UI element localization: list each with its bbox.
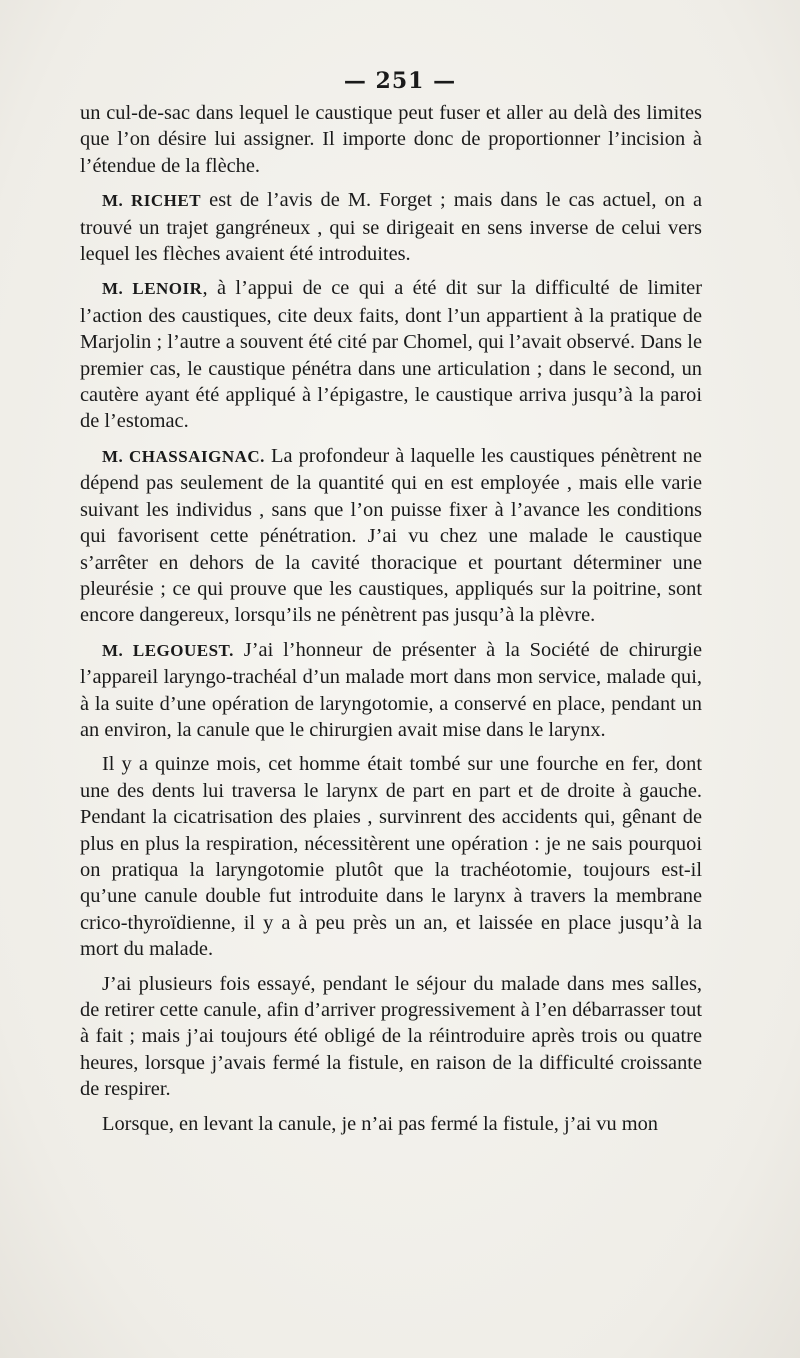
speaker-name: M. LENOIR — [102, 279, 203, 299]
paragraph-text: un cul-de-sac dans lequel le caustique peut fuser et aller au delà des limites que l’on désire lui assigner. Il importe donc de proportionner l’incision à l’étendue de la flèche. — [80, 102, 702, 177]
paragraph-text: Lorsque, en levant la canule, je n’ai pas fermé la fistule, j’ai vu mon — [102, 1112, 659, 1135]
paragraph-text: J’ai plusieurs fois essayé, pendant le séjour du malade dans mes salles, de retirer cette canule, afin d’arriver progressivement à l’en débarrasser tout à fait ; mais j’ai toujours été obligé de la réintroduire après trois ou quatre heures, lorsque j’avais fermé la fistule, en raison de la difficulté croissante de respirer. — [80, 972, 702, 1101]
page-number: — 251 — — [343, 68, 457, 94]
body-text — [80, 100, 702, 1145]
paragraph-text: J’ai l’honneur de présenter à la Société de chirurgie l’appareil laryngo-trachéal d’un malade mort dans mon service, malade qui, à la suite d’une opération de laryngotomie, a conservé en place, pendant un an environ, la canule que le chirurgien avait mise dans le larynx. — [80, 638, 702, 741]
paragraph — [80, 637, 702, 744]
speaker-name: M. RICHET — [102, 191, 202, 211]
paragraph — [80, 1111, 702, 1137]
paragraph — [80, 187, 702, 267]
paragraph-text: est de l’avis de M. Forget ; mais dans le cas actuel, on a trouvé un trajet gangréneux , qui se dirigeait en sens inverse de celui vers lequel les flèches avaient été introduites. — [80, 189, 702, 266]
paragraph — [80, 971, 702, 1103]
paragraph — [80, 443, 702, 629]
paragraph — [80, 100, 702, 179]
paragraph-text: , à l’appui de ce qui a été dit sur la difficulté de limiter l’action des caustiques, cite deux faits, dont l’un appartient à la pratique de Marjolin ; l’autre a souvent été cité par Chomel, qui l’avait observé. Dans le premier cas, le caustique pénétra dans une articulation ; dans le second, un cautère ayant été appliqué à l’épigastre, le caustique arriva jusqu’à la paroi de l’estomac. — [80, 277, 702, 433]
speaker-name: M. CHASSAIGNAC. — [102, 446, 265, 466]
speaker-name: M. LEGOUEST. — [102, 640, 234, 660]
paragraph-text: La profondeur à laquelle les caustiques pénètrent ne dépend pas seulement de la quantité qui en est employée , mais elle varie suivant les individus , sans que l’on puisse fixer à l’avance les conditions qui favorisent cette pénétration. J’ai vu chez une malade le caustique s’arrêter en dehors de la cavité thoracique et pourtant déterminer une pleurésie ; ce qui prouve que les caustiques, appliqués sur la poitrine, sont encore dangereux, lorsqu’ils ne pénètrent pas jusqu’à la plèvre. — [80, 444, 702, 627]
paragraph-text: Il y a quinze mois, cet homme était tombé sur une fourche en fer, dont une des dents lui traversa le larynx de part en part et de droite à gauche. Pendant la cicatrisation des plaies , survinrent des accidents qui, gênant de plus en plus la respiration, nécessitèrent une opération : je ne sais pourquoi on pratiqua la laryngotomie plutôt que la trachéotomie, toujours est-il qu’une canule double fut introduite dans le larynx à travers la membrane crico-thyroïdienne, il y a à peu près un an, et laissée en place jusqu’à la mort du malade. — [80, 753, 702, 961]
paragraph — [80, 751, 702, 962]
paragraph — [80, 275, 702, 434]
